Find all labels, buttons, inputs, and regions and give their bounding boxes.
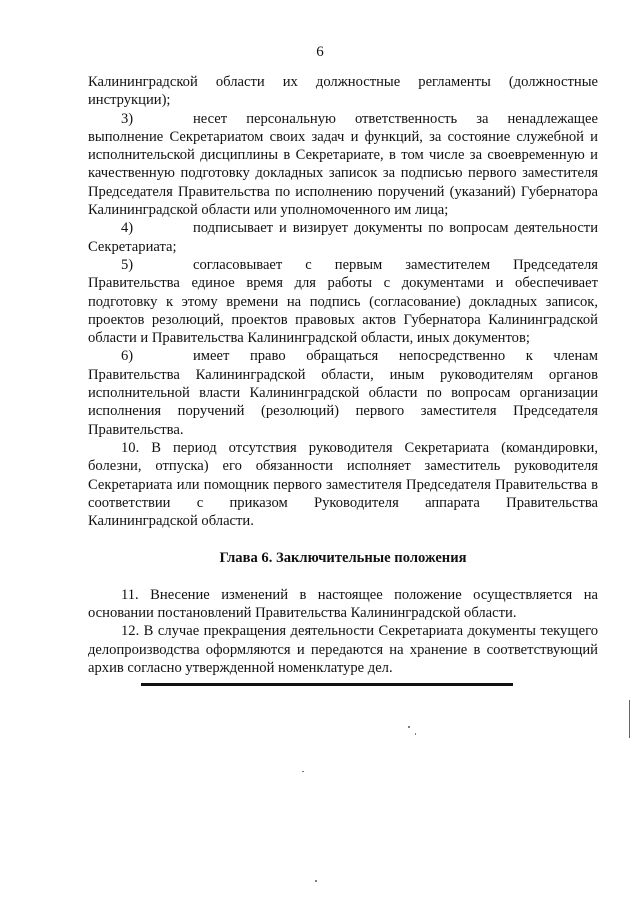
page-number: 6 <box>316 44 324 60</box>
list-item-number: 4) <box>121 220 134 237</box>
scan-edge-mark <box>629 700 630 738</box>
list-item-number: 5) <box>121 256 134 273</box>
scan-speck <box>415 733 416 735</box>
list-item-text: согласовывает с первым заместителем Председателя Правительства единое время для работы с документами и обеспечивает подготовку к этому времени на подпись (согласование) докладных записок, проектов резолюций, проектов правовых актов Губернатора Калининградской области и Правительства Калининградской области, иных документов; <box>88 256 598 347</box>
scan-speck <box>302 771 304 772</box>
list-item-text: несет персональную ответственность за ненадлежащее выполнение Секретариатом своих задач и функций, за состояние служебной и исполнительской дисциплины в Секретариате, в том числе за своевременную и качественную подготовку докладных записок за подписью первого заместителя Председателя Правительства по исполнению поручений (указаний) Губернатора Калининградской области или уполномоченного им лица; <box>88 110 598 219</box>
list-item-5 <box>88 256 598 347</box>
chapter-heading: Глава 6. Заключительные положения <box>219 550 467 567</box>
paragraph-intro: Калининградской области их должностные регламенты (должностные инструкции); <box>88 74 598 109</box>
list-item-text: имеет право обращаться непосредственно к членам Правительства Калининградской области, иным руководителям органов исполнительной власти Калининградской области по вопросам организации исполнения поручений (резолюций) первого заместителя Председателя Правительства. <box>88 348 598 438</box>
list-item-3 <box>88 110 598 220</box>
list-item-4 <box>88 219 598 256</box>
document-body <box>88 73 598 677</box>
paragraph-12: 12. В случае прекращения деятельности Секретариата документы текущего делопроизводства оформляются и передаются на хранение в соответствующий архив согласно утвержденной номенклатуре дел. <box>88 623 598 676</box>
list-item-text: подписывает и визирует документы по вопросам деятельности Секретариата; <box>88 220 598 255</box>
scan-speck <box>315 880 317 882</box>
list-item-number: 3) <box>121 110 134 127</box>
end-of-document-rule <box>141 683 513 686</box>
paragraph-11: 11. Внесение изменений в настоящее положение осуществляется на основании постановлений Правительства Калининградской области. <box>88 586 598 622</box>
paragraph-10: 10. В период отсутствия руководителя Секретариата (командировки, болезни, отпуска) его обязанности исполняет заместитель руководителя Секретариата или помощник первого заместителя Председателя Правительства в соответствии с приказом Руководителя аппарата Правительства Калининградской области. <box>88 439 598 530</box>
list-item-number: 6) <box>121 348 134 365</box>
list-item-6 <box>88 347 598 438</box>
scan-speck <box>408 726 410 728</box>
